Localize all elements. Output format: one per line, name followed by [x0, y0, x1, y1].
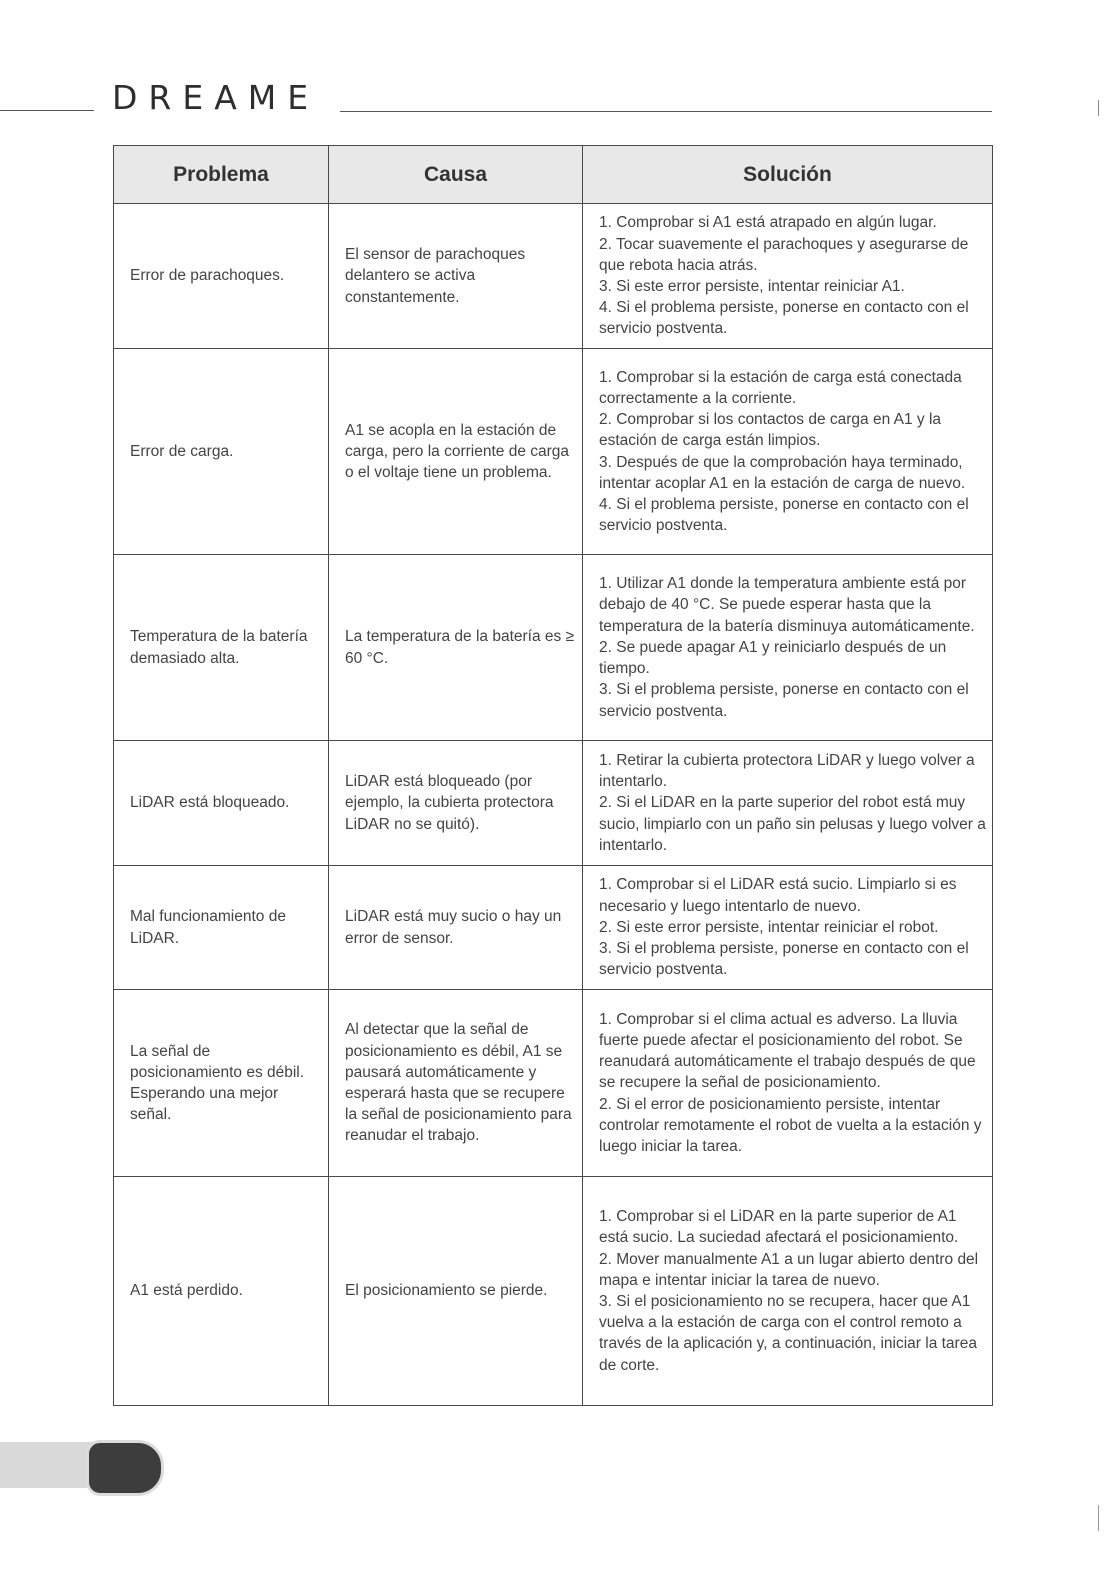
header-cause: Causa — [329, 146, 583, 204]
problem-cell: Mal funcionamiento de LiDAR. — [114, 866, 329, 990]
table-row — [114, 1177, 993, 1406]
header-solution: Solución — [583, 146, 993, 204]
solution-step: 2. Tocar suavemente el parachoques y asegurarse de que rebota hacia atrás. — [599, 235, 969, 274]
page-edge-mark — [1098, 100, 1099, 116]
problem-cell: Error de carga. — [114, 349, 329, 555]
solution-step: 1. Comprobar si la estación de carga está conectada correctamente a la corriente. — [599, 368, 962, 407]
solution-step: 3. Si este error persiste, intentar reiniciar A1. — [599, 278, 905, 295]
solution-step: 2. Se puede apagar A1 y reiniciarlo después de un tiempo. — [599, 638, 947, 678]
solution-step: 4. Si el problema persiste, ponerse en contacto con el servicio postventa. — [599, 495, 969, 535]
page-tab-marker — [86, 1440, 164, 1496]
troubleshooting-table — [113, 145, 993, 1406]
problem-cell: La señal de posicionamiento es débil. Esperando una mejor señal. — [114, 990, 329, 1177]
solution-cell — [583, 866, 993, 990]
solution-step: 1. Retirar la cubierta protectora LiDAR y luego volver a intentarlo. — [599, 751, 975, 791]
solution-step: 3. Si el problema persiste, ponerse en contacto con el servicio postventa. — [599, 940, 969, 979]
solution-step: 1. Comprobar si el LiDAR en la parte superior de A1 está sucio. La suciedad afectará el posicionamiento. — [599, 1208, 959, 1247]
solution-cell — [583, 204, 993, 349]
solution-cell — [583, 741, 993, 866]
table-header-row — [114, 146, 993, 204]
dreame-logo: DREAME — [112, 78, 320, 117]
table-row — [114, 741, 993, 866]
solution-step: 3. Después de que la comprobación haya terminado, intentar acoplar A1 en la estación de carga de nuevo. — [599, 453, 966, 492]
solution-step: 2. Mover manualmente A1 a un lugar abierto dentro del mapa e intentar iniciar la tarea de nuevo. — [599, 1250, 979, 1289]
cause-cell: La temperatura de la batería es ≥ 60 °C. — [329, 555, 583, 741]
table-row — [114, 866, 993, 990]
solution-step: 1. Comprobar si A1 está atrapado en algún lugar. — [599, 214, 937, 232]
solution-cell — [583, 349, 993, 555]
solution-cell — [583, 1177, 993, 1406]
solution-step: 4. Si el problema persiste, ponerse en contacto con el servicio postventa. — [599, 299, 969, 338]
header-problem: Problema — [114, 146, 329, 204]
header-rule-right — [340, 111, 992, 112]
problem-cell: LiDAR está bloqueado. — [114, 741, 329, 866]
solution-step: 2. Comprobar si los contactos de carga en A1 y la estación de carga están limpios. — [599, 411, 942, 450]
solution-step: 1. Comprobar si el LiDAR está sucio. Limpiarlo si es necesario y luego intentarlo de nuevo. — [599, 876, 957, 915]
cause-cell: El posicionamiento se pierde. — [329, 1177, 583, 1406]
table-row — [114, 555, 993, 741]
cause-cell: Al detectar que la señal de posicionamiento es débil, A1 se pausará automáticamente y esperará hasta que se recupere la señal de posicionamiento para reanudar el trabajo. — [329, 990, 583, 1177]
solution-cell — [583, 555, 993, 741]
solution-step: 2. Si el LiDAR en la parte superior del robot está muy sucio, limpiarlo con un paño sin pelusas y luego volver a intentarlo. — [599, 794, 986, 854]
solution-step: 2. Si el error de posicionamiento persiste, intentar controlar remotamente el robot de vuelta a la estación y luego iniciar la tarea. — [599, 1095, 982, 1155]
solution-step: 1. Comprobar si el clima actual es adverso. La lluvia fuerte puede afectar el posicionamiento del robot. Se reanudará automáticamente el trabajo después de que se recupere la señal de posicionamiento. — [599, 1010, 976, 1092]
problem-cell: Error de parachoques. — [114, 204, 329, 349]
solution-step: 3. Si el problema persiste, ponerse en contacto con el servicio postventa. — [599, 681, 969, 720]
cause-cell: El sensor de parachoques delantero se activa constantemente. — [329, 204, 583, 349]
problem-cell: A1 está perdido. — [114, 1177, 329, 1406]
header-rule-left — [0, 110, 94, 111]
solution-cell — [583, 990, 993, 1177]
cause-cell: LiDAR está bloqueado (por ejemplo, la cubierta protectora LiDAR no se quitó). — [329, 741, 583, 866]
table-row — [114, 349, 993, 555]
cause-cell: LiDAR está muy sucio o hay un error de sensor. — [329, 866, 583, 990]
table-row — [114, 204, 993, 349]
problem-cell: Temperatura de la batería demasiado alta. — [114, 555, 329, 741]
table-row — [114, 990, 993, 1177]
solution-step: 3. Si el posicionamiento no se recupera, hacer que A1 vuelva a la estación de carga con el control remoto a través de la aplicación y, a continuación, iniciar la tarea de corte. — [599, 1293, 977, 1374]
solution-step: 2. Si este error persiste, intentar reiniciar el robot. — [599, 918, 939, 936]
page-edge-mark — [1098, 1505, 1099, 1531]
solution-step: 1. Utilizar A1 donde la temperatura ambiente está por debajo de 40 °C. Se puede esperar hasta que la temperatura de la batería disminuya automáticamente. — [599, 575, 975, 635]
cause-cell: A1 se acopla en la estación de carga, pero la corriente de carga o el voltaje tiene un problema. — [329, 349, 583, 555]
